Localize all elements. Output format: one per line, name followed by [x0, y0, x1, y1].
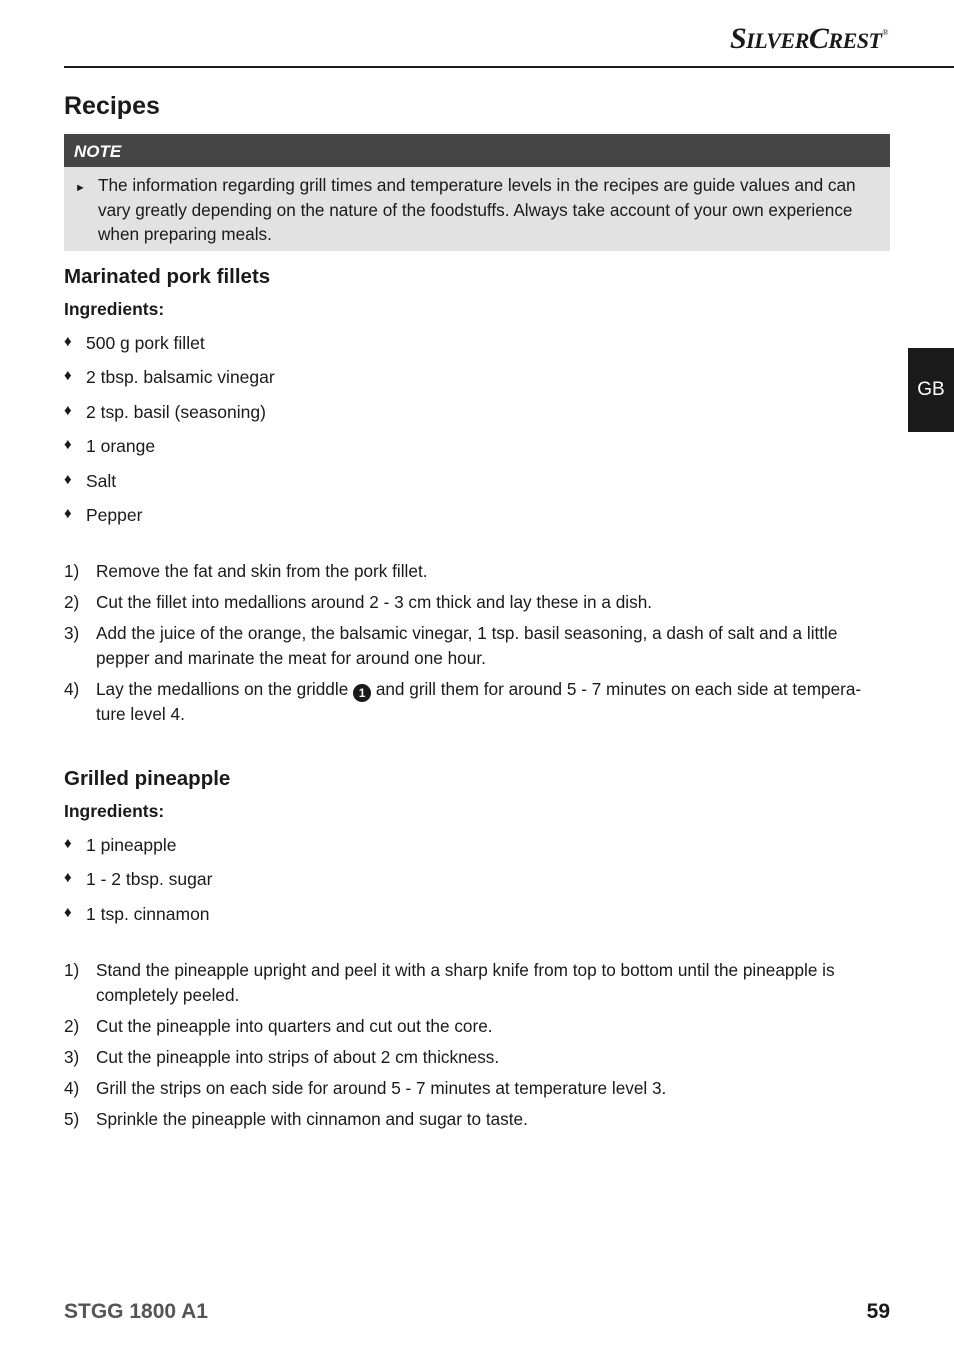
step-item: 4) Grill the strips on each side for around 5 - 7 minutes at temperature level 3.: [64, 1077, 667, 1098]
note-heading: NOTE: [64, 134, 890, 167]
pork-steps: [64, 559, 890, 733]
diamond-bullet-icon: ♦: [64, 903, 72, 921]
page-title: Recipes: [64, 92, 160, 120]
diamond-bullet-icon: ♦: [64, 436, 72, 454]
griddle-ref-icon: 1: [353, 684, 371, 702]
step-item: 4) Lay the medallions on the griddle 1 and grill them for around 5 - 7 minutes on each side at tempera-ture level 4.: [64, 678, 862, 724]
list-item: ♦ Pepper: [64, 504, 143, 525]
pork-ingredient-list: [64, 333, 275, 539]
list-item: ♦ 2 tbsp. balsamic vinegar: [64, 367, 275, 388]
list-item: ♦ 1 - 2 tbsp. sugar: [64, 869, 213, 890]
diamond-bullet-icon: ♦: [64, 367, 72, 385]
footer-model: STGG 1800 A1: [64, 1300, 208, 1323]
pineapple-steps: [64, 958, 890, 1138]
note-text: The information regarding grill times and temperature levels in the recipes are guide values and can vary greatly depending on the nature of the foodstuffs. Always take account of your own experience when preparing meals.: [98, 175, 856, 244]
list-item: ♦ 1 tsp. cinnamon: [64, 903, 210, 924]
note-body: [64, 167, 890, 251]
language-tab: GB: [908, 348, 954, 432]
pineapple-ingredients-label: Ingredients:: [64, 801, 165, 821]
list-item: ♦ 1 orange: [64, 436, 156, 457]
brand-logo: SILVERCREST®: [729, 22, 888, 55]
list-item: ♦ 500 g pork fillet: [64, 333, 205, 353]
step-item: 2) Cut the fillet into medallions around 2 - 3 cm thick and lay these in a dish.: [64, 592, 653, 612]
diamond-bullet-icon: ♦: [64, 333, 72, 350]
diamond-bullet-icon: ♦: [64, 835, 72, 852]
note-box: [64, 134, 890, 251]
step-item: 3) Add the juice of the orange, the balsamic vinegar, 1 tsp. basil seasoning, a dash of salt and a little pepper and marinate the meat for around one hour.: [64, 623, 838, 668]
arrow-bullet-icon: ►: [75, 182, 86, 194]
diamond-bullet-icon: ♦: [64, 869, 72, 887]
pineapple-ingredient-list: [64, 835, 212, 938]
diamond-bullet-icon: ♦: [64, 401, 72, 419]
list-item: ♦ 2 tsp. basil (seasoning): [64, 401, 266, 422]
pork-heading: Marinated pork fillets: [64, 265, 271, 288]
step-item: 1) Remove the fat and skin from the pork fillet.: [64, 561, 428, 581]
page-number: 59: [866, 1300, 890, 1323]
step-item: 5) Sprinkle the pineapple with cinnamon and sugar to taste.: [64, 1108, 528, 1129]
list-item: ♦ Salt: [64, 470, 117, 491]
list-item: ♦ 1 pineapple: [64, 835, 177, 855]
header-rule: [64, 66, 954, 68]
step-item: 3) Cut the pineapple into strips of about 2 cm thickness.: [64, 1046, 500, 1067]
diamond-bullet-icon: ♦: [64, 470, 72, 488]
pork-ingredients-label: Ingredients:: [64, 299, 165, 319]
diamond-bullet-icon: ♦: [64, 504, 72, 522]
step-item: 1) Stand the pineapple upright and peel it with a sharp knife from top to bottom until the pineapple is completely peeled.: [64, 960, 835, 1005]
step-item: 2) Cut the pineapple into quarters and cut out the core.: [64, 1015, 493, 1036]
pineapple-heading: Grilled pineapple: [64, 767, 231, 790]
